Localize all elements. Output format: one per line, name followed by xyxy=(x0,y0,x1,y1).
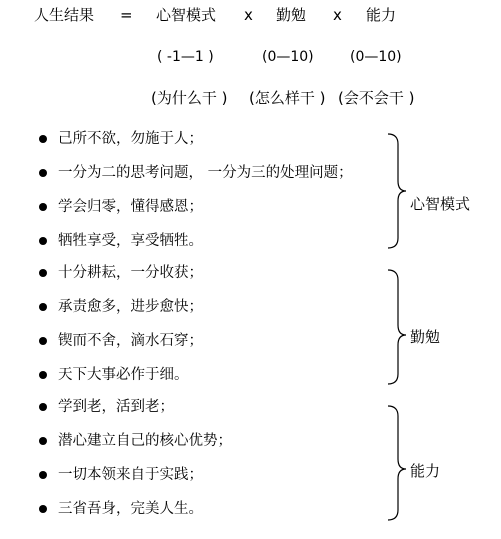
bullet-icon xyxy=(39,237,47,245)
right-brace-icon xyxy=(386,268,408,386)
right-brace-icon xyxy=(386,404,408,522)
bullet-icon xyxy=(39,437,47,445)
list-item: 三省吾身，完美人生。 xyxy=(58,501,203,517)
bullet-icon xyxy=(39,169,47,177)
list-item: 己所不欲，勿施于人； xyxy=(58,131,203,147)
list-item: 潜心建立自己的核心优势； xyxy=(58,433,232,449)
group-label-diligence: 勤勉 xyxy=(410,328,441,346)
formula-lhs: 人生结果 xyxy=(34,6,95,24)
list-item: 承责愈多，进步愈快； xyxy=(58,299,203,315)
list-item: 十分耕耘，一分收获； xyxy=(58,265,203,281)
bullet-icon xyxy=(39,303,47,311)
question-why: (为什么干 ) xyxy=(151,89,228,107)
formula-factor-ability: 能力 xyxy=(366,6,397,24)
list-item: 学到老，活到老； xyxy=(58,399,174,415)
formula-times-2: x xyxy=(333,6,342,24)
group-label-ability: 能力 xyxy=(410,462,441,480)
bullet-icon xyxy=(39,403,47,411)
question-how: (怎么样干 ) xyxy=(249,89,326,107)
range-ability: (0—10) xyxy=(350,49,402,65)
formula-times-1: x xyxy=(244,6,253,24)
bullet-icon xyxy=(39,471,47,479)
list-item: 一切本领来自于实践； xyxy=(58,467,203,483)
bullet-icon xyxy=(39,371,47,379)
list-item: 天下大事必作于细。 xyxy=(58,367,189,383)
range-diligence: (0—10) xyxy=(262,49,314,65)
bullet-icon xyxy=(39,135,47,143)
group-label-mindset: 心智模式 xyxy=(410,195,471,213)
bullet-icon xyxy=(39,269,47,277)
formula-equals: = xyxy=(120,6,133,24)
bullet-icon xyxy=(39,203,47,211)
list-item: 牺牲享受，享受牺牲。 xyxy=(58,233,203,249)
formula-factor-mindset: 心智模式 xyxy=(156,6,217,24)
list-item: 一分为二的思考问题， 一分为三的处理问题； xyxy=(58,165,353,181)
bullet-icon xyxy=(39,337,47,345)
right-brace-icon xyxy=(386,132,408,250)
range-mindset: ( -1—1 ) xyxy=(157,49,214,65)
bullet-icon xyxy=(39,505,47,513)
question-can: (会不会干 ) xyxy=(338,89,415,107)
list-item: 学会归零，懂得感恩； xyxy=(58,199,203,215)
list-item: 锲而不舍，滴水石穿； xyxy=(58,333,203,349)
formula-factor-diligence: 勤勉 xyxy=(276,6,307,24)
